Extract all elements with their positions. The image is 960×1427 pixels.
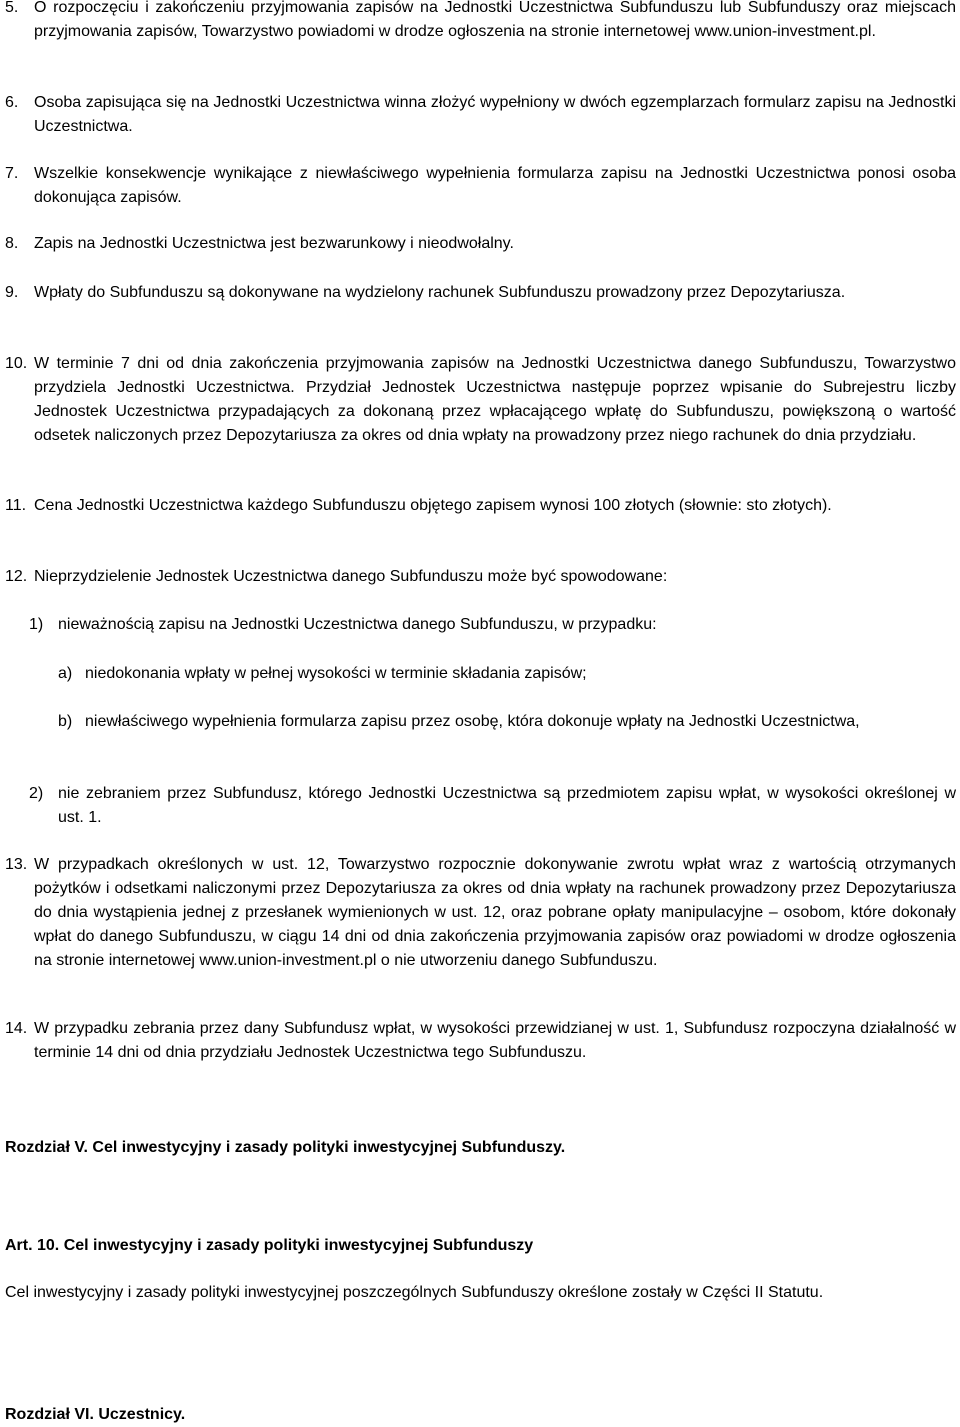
sub-item-1 [29, 613, 956, 637]
letter-item-text: niewłaściwego wypełnienia formularza zapisu przez osobę, która dokonuje wpłaty na Jednostki Uczestnictwa, [85, 713, 860, 730]
item-text: Wszelkie konsekwencje wynikające z niewłaściwego wypełnienia formularza zapisu na Jednostki Uczestnictwa ponosi osoba dokonująca zapisów. [34, 165, 956, 206]
list-item-6 [5, 91, 956, 139]
sub-item-2 [29, 782, 956, 830]
list-item-10 [5, 352, 956, 448]
item-number: 10. [5, 355, 28, 372]
list-item-5 [5, 0, 956, 44]
item-text: Zapis na Jednostki Uczestnictwa jest bezwarunkowy i nieodwołalny. [34, 235, 514, 252]
item-text: Cena Jednostki Uczestnictwa każdego Subfunduszu objętego zapisem wynosi 100 złotych (słownie: sto złotych). [34, 497, 832, 514]
letter-item-text: niedokonania wpłaty w pełnej wysokości w terminie składania zapisów; [85, 665, 587, 682]
item-text: W przypadkach określonych w ust. 12, Towarzystwo rozpocznie dokonywanie zwrotu wpłat wraz z wartością otrzymanych pożytków i odsetkami naliczonymi przez Depozytariusza za okres od dnia wpłaty na rachunek prowadzony przez Depozytariusza do dnia wystąpienia jednej z przesłanek wymienionych w ust. 12, oraz pobrane opłaty manipulacyjne – osobom, które dokonały wpłat do danego Subfunduszu, w ciągu 14 dni od dnia zakończenia przyjmowania zapisów oraz powiadomi w drodze ogłoszenia na stronie internetowej www.union-investment.pl o nie utworzeniu danego Subfunduszu. [34, 856, 956, 969]
item-number: 12. [5, 568, 28, 585]
item-number: 6. [5, 94, 19, 111]
item-text: Wpłaty do Subfunduszu są dokonywane na wydzielony rachunek Subfunduszu prowadzony przez Depozytariusza. [34, 284, 846, 301]
list-item-11 [5, 494, 956, 518]
article-heading: Art. 10. Cel inwestycyjny i zasady polityki inwestycyjnej Subfunduszy [5, 1237, 534, 1254]
letter-item-a [58, 662, 956, 686]
sub-item-text: nieważnością zapisu na Jednostki Uczestnictwa danego Subfunduszu, w przypadku: [58, 616, 657, 633]
item-text: Osoba zapisująca się na Jednostki Uczestnictwa winna złożyć wypełniony w dwóch egzemplarzach formularz zapisu na Jednostki Uczestnictwa. [34, 94, 956, 135]
item-number: 5. [5, 0, 19, 16]
item-text: Nieprzydzielenie Jednostek Uczestnictwa danego Subfunduszu może być spowodowane: [34, 568, 668, 585]
list-item-13 [5, 853, 956, 973]
item-text: W przypadku zebrania przez dany Subfundusz wpłat, w wysokości przewidzianej w ust. 1, Subfundusz rozpoczyna działalność w terminie 14 dni od dnia przydziału Jednostek Uczestnictwa tego Subfunduszu. [34, 1020, 956, 1061]
item-number: 11. [5, 497, 27, 514]
list-item-8 [5, 232, 956, 256]
item-number: 8. [5, 235, 19, 252]
item-number: 7. [5, 165, 19, 182]
article-body-text: Cel inwestycyjny i zasady polityki inwestycyjnej poszczególnych Subfunduszy określone zostały w Części II Statutu. [5, 1284, 824, 1301]
item-number: 14. [5, 1020, 28, 1037]
list-item-7 [5, 162, 956, 210]
chapter-heading: Rozdział V. Cel inwestycyjny i zasady polityki inwestycyjnej Subfunduszy. [5, 1139, 566, 1156]
letter-item-number: b) [58, 713, 73, 730]
item-number: 13. [5, 856, 28, 873]
sub-item-number: 1) [29, 616, 44, 633]
article-body [5, 1281, 956, 1305]
list-item-14 [5, 1017, 956, 1065]
list-item-12 [5, 565, 956, 589]
item-number: 9. [5, 284, 19, 301]
list-item-9 [5, 281, 956, 305]
letter-item-number: a) [58, 665, 73, 682]
sub-item-text: nie zebraniem przez Subfundusz, którego Jednostki Uczestnictwa są przedmiotem zapisu wpłat, w wysokości określonej w ust. 1. [58, 785, 956, 826]
letter-item-b [58, 710, 956, 734]
chapter-heading: Rozdział VI. Uczestnicy. [5, 1406, 186, 1423]
item-text: O rozpoczęciu i zakończeniu przyjmowania zapisów na Jednostki Uczestnictwa Subfunduszu lub Subfunduszy oraz miejscach przyjmowania zapisów, Towarzystwo powiadomi w drodze ogłoszenia na stronie internetowej www.union-investment.pl. [34, 0, 956, 40]
item-text: W terminie 7 dni od dnia zakończenia przyjmowania zapisów na Jednostki Uczestnictwa danego Subfunduszu, Towarzystwo przydziela Jednostki Uczestnictwa. Przydział Jednostek Uczestnictwa następuje poprzez wpisanie do Subrejestru liczby Jednostek Uczestnictwa przypadających za dokonaną przez wpłacającego wpłatę do Subfunduszu, powiększoną o wartość odsetek naliczonych przez Depozytariusza za okres od dnia wpłaty na prowadzony przez niego rachunek do dnia przydziału. [34, 355, 956, 444]
sub-item-number: 2) [29, 785, 44, 802]
